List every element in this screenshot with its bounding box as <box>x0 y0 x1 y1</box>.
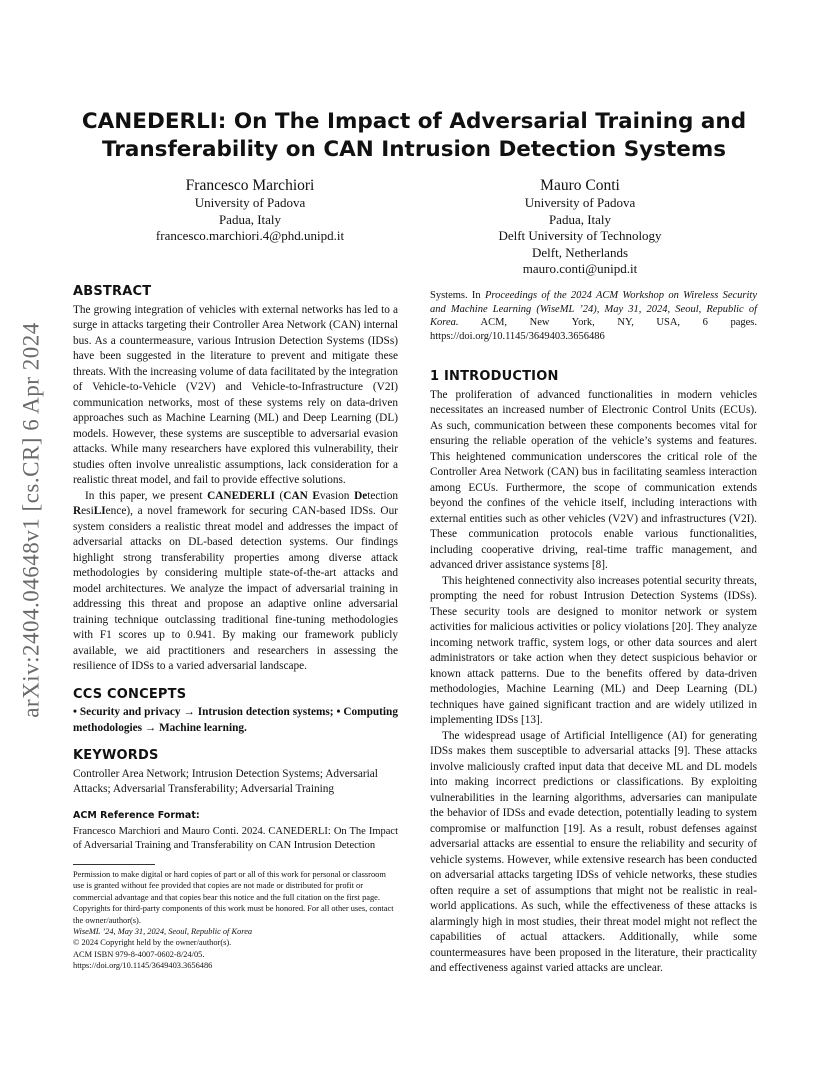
author-location: Padua, Italy <box>548 211 612 227</box>
ccs-concepts: • Security and privacy → Intrusion detection systems; • Computing methodologies → Machine learning. <box>73 706 398 734</box>
intro-paragraph-1: The proliferation of advanced functionalities in modern vehicles necessitates an increased number of Electronic Control Units (ECUs). As such, communication between these components becomes vital for ensuring the reliable operation of the vehicle’s systems and features. This heightened communication underscores the critical role of the Controller Area Network (CAN) bus in facilitating seamless interaction among ECUs. Furthermore, the scope of communication extends beyond the confines of the vehicle itself, including interactions with external entities such as other vehicles (V2V) and infrastructures (V2I). These communication protocols enable various functionalities, including cooperative driving, real-time traffic management, and advanced driver assistance systems [8]. <box>430 388 757 571</box>
title-line-2: Transferability on CAN Intrusion Detection Systems <box>101 137 727 162</box>
author-block-2 <box>450 176 710 278</box>
permission-notice: Permission to make digital or hard copies of part or all of this work for personal or classroom use is granted without fee provided that copies are not made or distributed for profit or commercial advantage and that copies bear this notice and the full citation on the first page. Copyrights for third-party components of this work must be honored. For all other uses, contact the owner/author(s). <box>73 870 394 925</box>
author-name: Mauro Conti <box>540 177 620 194</box>
arxiv-sidebar <box>12 290 52 750</box>
intro-paragraph-2: This heightened connectivity also increases potential security threats, prompting the need for robust Intrusion Detection Systems (IDSs). These security tools are designed to monitor network or system activities for malicious activities or policy violations [20]. They analyze incoming network traffic, system logs, or other data sources and alert administrators or take action when they detect suspicious behavior or known attack patterns. Due to the benefits offered by data-driven methodologies, Machine Learning (ML) and Deep Learning (DL) techniques have gained significant traction and are widely utilized in implementing IDSs [13]. <box>430 574 757 726</box>
author-location: Padua, Italy <box>218 211 282 227</box>
arxiv-identifier: arXiv:2404.04648v1 [cs.CR] 6 Apr 2024 <box>19 322 45 718</box>
acm-reference-heading: ACM Reference Format: <box>73 809 200 821</box>
copyright-line: © 2024 Copyright held by the owner/author(s). <box>73 938 232 948</box>
isbn-line: ACM ISBN 979-8-4007-0602-8/24/05. <box>73 949 205 959</box>
doi-line: https://doi.org/10.1145/3649403.3656486 <box>73 961 213 971</box>
abstract-paragraph-1: The growing integration of vehicles with external networks has led to a surge in attacks targeting their Controller Area Network (CAN) internal bus. As a countermeasure, various Intrusion Detection Systems (IDSs) have been suggested in the literature to prevent and mitigate these threats. With the increasing volume of data facilitated by the integration of Vehicle-to-Vehicle (V2V) and Vehicle-to-Infrastructure (V2I) communication networks, most of these systems rely on data-driven approaches such as Machine Learning (ML) and Deep Learning (DL) models. However, these systems are susceptible to adversarial evasion attacks. While many researchers have explored this vulnerability, their studies often involve unrealistic assumptions, lack consideration for a realistic threat model, and fail to provide effective solutions. <box>73 303 398 486</box>
right-column <box>430 289 757 977</box>
footnote-divider <box>73 864 155 865</box>
copyright-footnote <box>73 869 398 972</box>
introduction-heading: 1 INTRODUCTION <box>430 369 559 384</box>
author-email: francesco.marchiori.4@phd.unipd.it <box>155 228 345 243</box>
ccs-heading: CCS CONCEPTS <box>73 686 187 702</box>
author-block-1 <box>120 176 380 245</box>
left-column <box>73 284 398 972</box>
abstract-heading: ABSTRACT <box>73 284 152 299</box>
keywords-text: Controller Area Network; Intrusion Detection Systems; Adversarial Attacks; Adversarial Transferability; Adversarial Training <box>73 767 378 795</box>
paper-title <box>80 108 748 164</box>
intro-paragraph-3: The widespread usage of Artificial Intelligence (AI) for generating IDSs makes them susceptible to adversarial attacks [9]. These attacks involve maliciously crafted input data that deceive ML and DL models into making incorrect predictions or classifications. By exploiting vulnerabilities in the learning algorithms, adversaries can manipulate the behavior of IDSs and evade detection, potentially leading to system compromise or malfunction [19]. As a result, robust defenses against adversarial attacks are essential to ensure the reliability and security of vehicle systems. However, while extensive research has been conducted on adversarial attacks targeting IDSs of vehicle networks, these studies often require a set of assumptions that might not be realistic in real-world applications. As such, while the effectiveness of these attacks is alarmingly high in most studies, their threat model might not reflect the capabilities of actual attackers. Additionally, while some countermeasures have been proposed in the literature, their practicality and effectiveness against varied attacks are unclear. <box>430 729 757 974</box>
acm-reference-continued: Systems. In Proceedings of the 2024 ACM Workshop on Wireless Security and Machine Learning (WiseML ’24), May 31, 2024, Seoul, Republic of Korea. ACM, New York, NY, USA, 6 pages. https://doi.org/10.1145/3649403.3656486 <box>430 290 757 342</box>
abstract-paragraph-2: In this paper, we present CANEDERLI (CAN Evasion Detection ResiLIence), a novel framework for securing CAN-based IDSs. Our system considers a realistic threat model and addresses the impact of adversarial attacks on DL-based detection systems. Our findings highlight strong transferability properties among diverse attack methodologies by considering multiple state-of-the-art attacks and model architectures. We analyze the impact of adversarial training in addressing this threat and propose an adaptive online adversarial training technique outclassing traditional fine-tuning methodologies with F1 scores up to 0.941. By making our framework publicly available, we aid practitioners and researchers in assessing the resilience of IDSs to a varied adversarial landscape. <box>73 489 398 672</box>
author-email: mauro.conti@unipd.it <box>522 261 638 276</box>
author-affiliation: University of Padova <box>194 195 306 210</box>
title-line-1: CANEDERLI: On The Impact of Adversarial Training and <box>81 109 747 134</box>
author-affiliation-2: Delft University of Technology <box>498 228 662 243</box>
author-location-2: Delft, Netherlands <box>531 244 629 260</box>
acm-reference-text: Francesco Marchiori and Mauro Conti. 2024. CANEDERLI: On The Impact of Adversarial Training and Transferability on CAN Intrusion Detection <box>73 826 398 851</box>
venue-line: WiseML ’24, May 31, 2024, Seoul, Republic of Korea <box>73 927 253 937</box>
author-affiliation: University of Padova <box>524 195 636 210</box>
author-name: Francesco Marchiori <box>185 177 315 194</box>
keywords-heading: KEYWORDS <box>73 748 159 763</box>
